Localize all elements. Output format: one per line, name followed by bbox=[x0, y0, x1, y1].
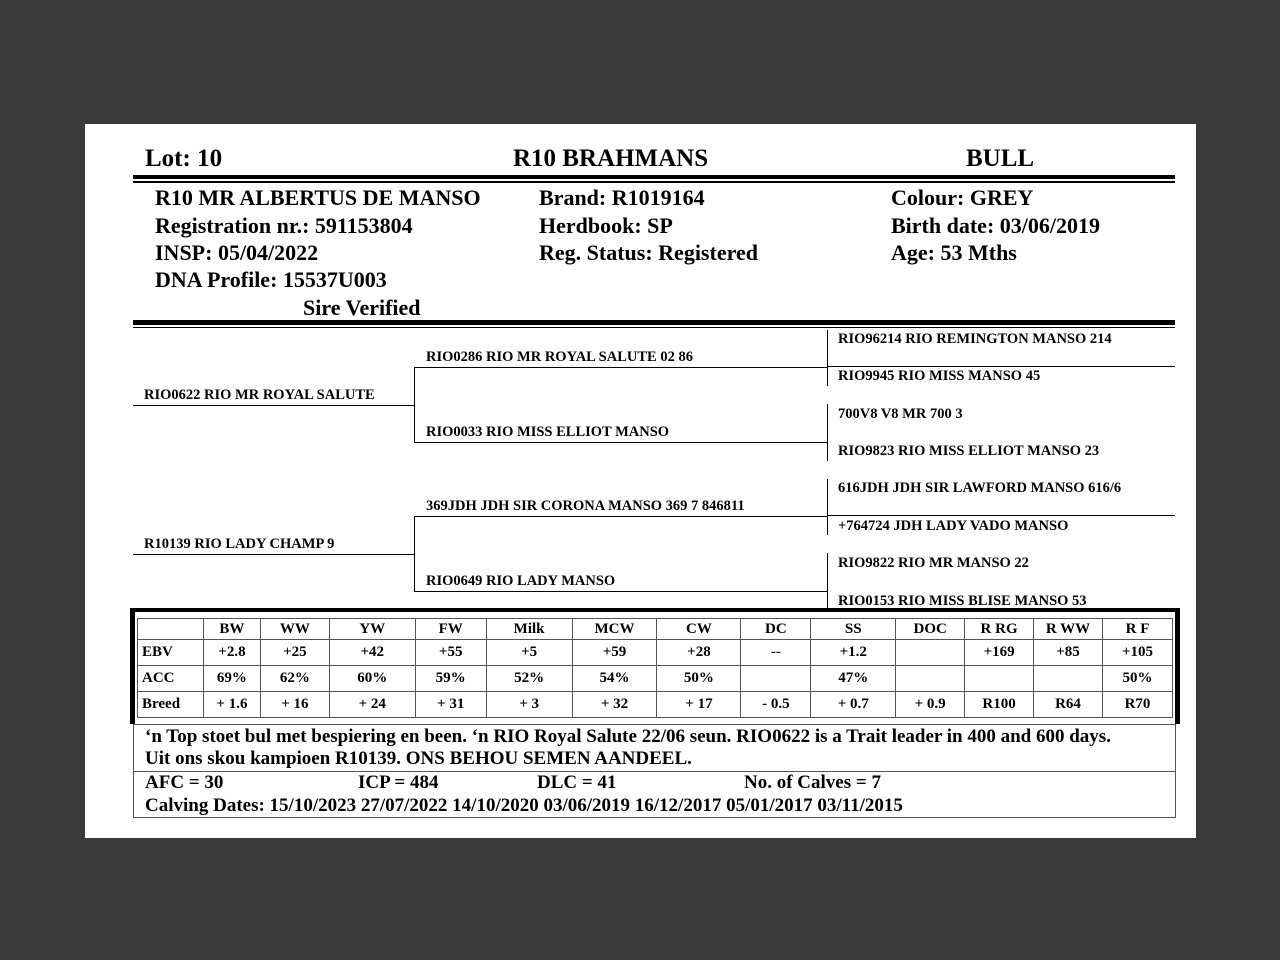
ebv-row-label: ACC bbox=[138, 666, 204, 692]
ebv-cell: + 3 bbox=[486, 692, 572, 718]
ebv-cell: 54% bbox=[572, 666, 657, 692]
ebv-cell: R64 bbox=[1034, 692, 1103, 718]
colour: Colour: GREY bbox=[891, 185, 1034, 210]
ebv-cell: +105 bbox=[1102, 640, 1172, 666]
pedigree-dd-sire: RIO9822 RIO MR MANSO 22 bbox=[838, 555, 1029, 571]
ebv-cell: 50% bbox=[657, 666, 741, 692]
ebv-cell: + 0.7 bbox=[811, 692, 896, 718]
ebv-cell: + 17 bbox=[657, 692, 741, 718]
age: Age: 53 Mths bbox=[891, 240, 1017, 265]
pedigree-sd-dam: RIO9823 RIO MISS ELLIOT MANSO 23 bbox=[838, 443, 1100, 459]
pedigree-ds-sire: 616JDH JDH SIR LAWFORD MANSO 616/6 bbox=[838, 480, 1122, 496]
ebv-cell bbox=[896, 666, 965, 692]
pedigree-line bbox=[414, 367, 828, 368]
ebv-cell: +28 bbox=[657, 640, 741, 666]
icp: ICP = 484 bbox=[358, 772, 439, 793]
comments-line-1: ‘n Top stoet bul met bespiering en been. ‘n RIO Royal Salute 22/06 seun. RIO0622 is a Trait leader in 400 and 600 days. bbox=[145, 726, 1111, 747]
ebv-cell bbox=[896, 640, 965, 666]
registration-status: Reg. Status: Registered bbox=[539, 240, 758, 265]
pedigree-line bbox=[827, 366, 1175, 367]
ebv-cell: +5 bbox=[486, 640, 572, 666]
ebv-header-cell: MCW bbox=[572, 619, 657, 640]
lot-number: Lot: 10 bbox=[145, 145, 223, 172]
ebv-cell: +25 bbox=[260, 640, 329, 666]
ebv-cell: + 16 bbox=[260, 692, 329, 718]
ebv-header-cell: YW bbox=[329, 619, 415, 640]
ebv-cell: +85 bbox=[1034, 640, 1103, 666]
ebv-cell: +2.8 bbox=[203, 640, 260, 666]
ebv-header-cell: Milk bbox=[486, 619, 572, 640]
pedigree-sire-sire: RIO0286 RIO MR ROYAL SALUTE 02 86 bbox=[426, 349, 693, 365]
comments-line-2: Uit ons skou kampioen R10139. ONS BEHOU SEMEN AANDEEL. bbox=[145, 748, 692, 769]
ebv-cell: R70 bbox=[1102, 692, 1172, 718]
afc: AFC = 30 bbox=[145, 772, 224, 793]
ebv-cell: + 32 bbox=[572, 692, 657, 718]
pedigree-line bbox=[414, 442, 828, 443]
ebv-header-cell bbox=[138, 619, 204, 640]
ebv-cell: - 0.5 bbox=[741, 692, 811, 718]
ebv-cell: +59 bbox=[572, 640, 657, 666]
ebv-header-cell: FW bbox=[415, 619, 486, 640]
pedigree-ss-dam: RIO9945 RIO MISS MANSO 45 bbox=[838, 368, 1041, 384]
ebv-row-ebv bbox=[138, 640, 1173, 666]
ebv-cell: +55 bbox=[415, 640, 486, 666]
pedigree-dam: R10139 RIO LADY CHAMP 9 bbox=[144, 536, 335, 552]
calving-dates: Calving Dates: 15/10/2023 27/07/2022 14/10/2020 03/06/2019 16/12/2017 05/01/2017 03/11/2015 bbox=[145, 795, 903, 816]
ebv-cell: +42 bbox=[329, 640, 415, 666]
birth-date: Birth date: 03/06/2019 bbox=[891, 213, 1100, 238]
pedigree-line bbox=[414, 516, 415, 591]
ebv-cell bbox=[1034, 666, 1103, 692]
ebv-row-label: EBV bbox=[138, 640, 204, 666]
ebv-cell: + 1.6 bbox=[203, 692, 260, 718]
ebv-cell: 47% bbox=[811, 666, 896, 692]
ebv-header-cell: DC bbox=[741, 619, 811, 640]
ebv-cell: +1.2 bbox=[811, 640, 896, 666]
number-of-calves: No. of Calves = 7 bbox=[744, 772, 881, 793]
ebv-header-cell: R RG bbox=[965, 619, 1034, 640]
ebv-cell: + 0.9 bbox=[896, 692, 965, 718]
herdbook: Herdbook: SP bbox=[539, 213, 673, 238]
dna-profile: DNA Profile: 15537U003 bbox=[155, 267, 387, 292]
ebv-cell: 69% bbox=[203, 666, 260, 692]
info-rule-thin bbox=[133, 327, 1175, 328]
pedigree-dam-dam: RIO0649 RIO LADY MANSO bbox=[426, 573, 616, 589]
sire-verified: Sire Verified bbox=[303, 295, 421, 320]
pedigree-dd-dam: RIO0153 RIO MISS BLISE MANSO 53 bbox=[838, 593, 1087, 609]
ebv-header-cell: SS bbox=[811, 619, 896, 640]
ebv-header-cell: DOC bbox=[896, 619, 965, 640]
ebv-cell bbox=[965, 666, 1034, 692]
animal-name: R10 MR ALBERTUS DE MANSO bbox=[155, 185, 481, 210]
ebv-cell: R100 bbox=[965, 692, 1034, 718]
pedigree-line bbox=[414, 516, 828, 517]
pedigree-line bbox=[414, 591, 828, 592]
pedigree-line bbox=[414, 367, 415, 442]
ebv-cell: -- bbox=[741, 640, 811, 666]
ebv-cell: + 31 bbox=[415, 692, 486, 718]
ebv-cell: 52% bbox=[486, 666, 572, 692]
pedigree-line bbox=[133, 554, 415, 555]
pedigree-line bbox=[133, 405, 415, 406]
pedigree-line bbox=[827, 404, 828, 461]
ebv-header-row bbox=[138, 619, 1173, 640]
ebv-header-cell: WW bbox=[260, 619, 329, 640]
lot-sheet bbox=[85, 124, 1196, 838]
ebv-cell: 59% bbox=[415, 666, 486, 692]
ebv-row-acc bbox=[138, 666, 1173, 692]
pedigree-line bbox=[827, 479, 828, 535]
ebv-cell: + 24 bbox=[329, 692, 415, 718]
ebv-cell: 60% bbox=[329, 666, 415, 692]
ebv-cell bbox=[741, 666, 811, 692]
ebv-cell: +169 bbox=[965, 640, 1034, 666]
header-rule-thick bbox=[133, 175, 1175, 179]
pedigree-line bbox=[827, 515, 1175, 516]
dlc: DLC = 41 bbox=[537, 772, 617, 793]
animal-sex: BULL bbox=[966, 145, 1035, 172]
pedigree-ss-sire: RIO96214 RIO REMINGTON MANSO 214 bbox=[838, 331, 1112, 347]
pedigree-dam-sire: 369JDH JDH SIR CORONA MANSO 369 7 846811 bbox=[426, 498, 745, 514]
registration-number: Registration nr.: 591153804 bbox=[155, 213, 413, 238]
pedigree-sd-sire: 700V8 V8 MR 700 3 bbox=[838, 406, 963, 422]
pedigree-line bbox=[827, 330, 828, 386]
ebv-row-breed bbox=[138, 692, 1173, 718]
inspection-date: INSP: 05/04/2022 bbox=[155, 240, 319, 265]
pedigree-sire-dam: RIO0033 RIO MISS ELLIOT MANSO bbox=[426, 424, 670, 440]
pedigree-line bbox=[827, 553, 828, 610]
brand: Brand: R1019164 bbox=[539, 185, 705, 210]
ebv-header-cell: CW bbox=[657, 619, 741, 640]
breeder-name: R10 BRAHMANS bbox=[513, 145, 709, 172]
ebv-header-cell: R WW bbox=[1034, 619, 1103, 640]
ebv-row-label: Breed bbox=[138, 692, 204, 718]
ebv-header-cell: R F bbox=[1102, 619, 1172, 640]
ebv-cell: 50% bbox=[1102, 666, 1172, 692]
ebv-table bbox=[137, 618, 1173, 718]
pedigree-sire: RIO0622 RIO MR ROYAL SALUTE bbox=[144, 387, 375, 403]
header-rule-thin bbox=[133, 181, 1175, 183]
ebv-cell: 62% bbox=[260, 666, 329, 692]
info-rule-thick bbox=[133, 320, 1175, 325]
ebv-header-cell: BW bbox=[203, 619, 260, 640]
pedigree-ds-dam: +764724 JDH LADY VADO MANSO bbox=[838, 518, 1069, 534]
